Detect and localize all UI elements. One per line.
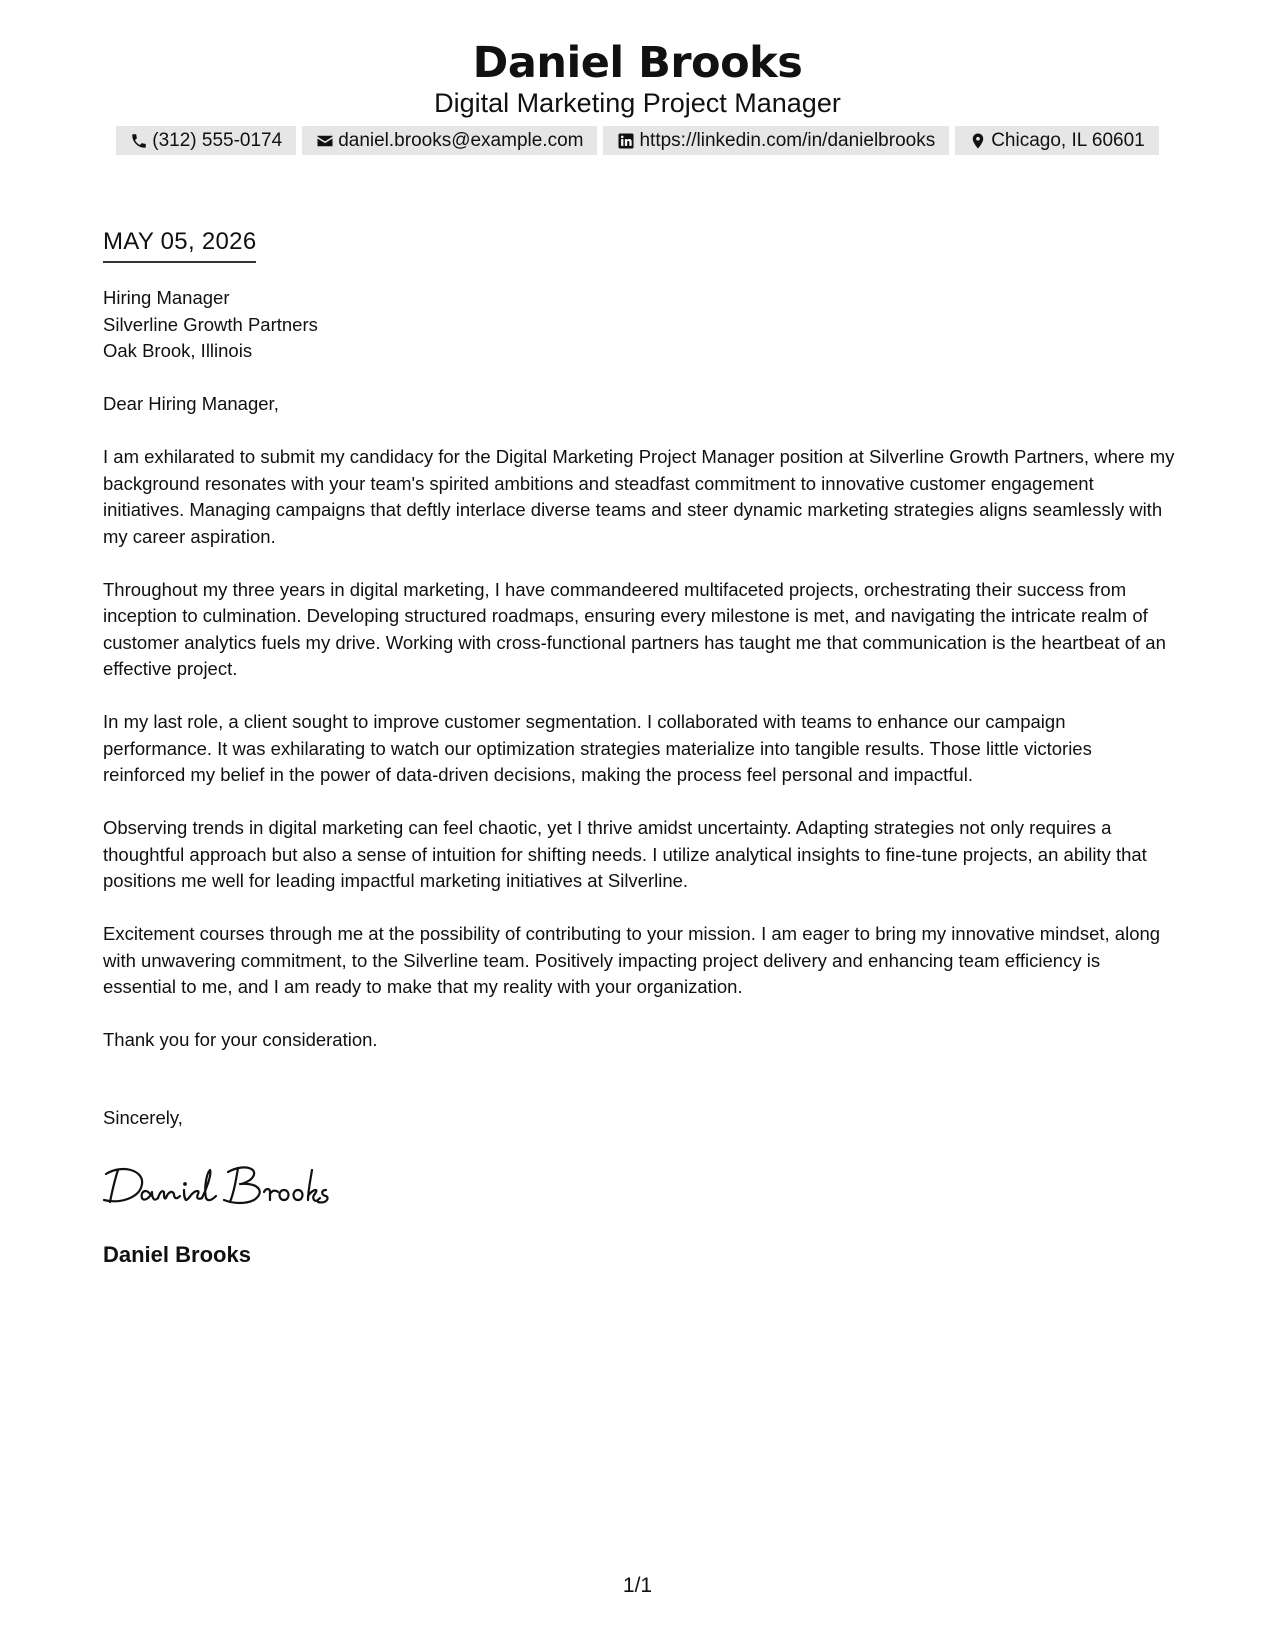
- phone-text: (312) 555-0174: [152, 130, 283, 151]
- signed-name: Daniel Brooks: [103, 1242, 251, 1267]
- closing: Sincerely,: [103, 1107, 183, 1128]
- letter-body: [103, 391, 1178, 1080]
- recipient-line: Oak Brook, Illinois: [103, 340, 253, 361]
- body-paragraph: In my last role, a client sought to improve customer segmentation. I collaborated with teams to enhance our campaign performance. It was exhilarating to watch our optimization strategies materialize into tangible results. Those little victories reinforced my belief in the power of data-driven decisions, making the process feel personal and impactful.: [103, 711, 1092, 785]
- contact-bar: [0, 126, 1275, 155]
- body-paragraph: Excitement courses through me at the possibility of contributing to your mission. I am eager to bring my innovative mindset, along with unwavering commitment, to the Silverline team. Positively impacting project delivery and enhancing team efficiency is essential to me, and I am ready to make that my reality with your organization.: [103, 923, 1161, 997]
- recipient-block: [103, 285, 318, 365]
- letter-date: MAY 05, 2026: [103, 225, 256, 263]
- recipient-line: Hiring Manager: [103, 287, 230, 308]
- contact-phone[interactable]: [116, 126, 296, 155]
- contact-email[interactable]: [302, 126, 597, 155]
- body-paragraph: Thank you for your consideration.: [103, 1029, 378, 1050]
- map-pin-icon: [969, 132, 987, 150]
- location-text: Chicago, IL 60601: [991, 130, 1145, 151]
- contact-location[interactable]: [955, 126, 1159, 155]
- linkedin-text: https://linkedin.com/in/danielbrooks: [639, 130, 936, 151]
- body-paragraph: I am exhilarated to submit my candidacy for the Digital Marketing Project Manager position at Silverline Growth Partners, where my background resonates with your team's spirited ambitions and steadfast commitment to innovative customer engagement initiatives. Managing campaigns that deftly interlace diverse teams and steer dynamic marketing strategies aligns seamlessly with my career aspiration.: [103, 446, 1175, 547]
- recipient-line: Silverline Growth Partners: [103, 313, 318, 335]
- body-paragraph: Throughout my three years in digital marketing, I have commandeered multifaceted projects, orchestrating their success from inception to culmination. Developing structured roadmaps, ensuring every milestone is met, and navigating the intricate realm of customer analytics fuels my drive. Working with cross-functional partners has taught me that communication is the heartbeat of an effective project.: [103, 578, 1166, 679]
- applicant-job-title: Digital Marketing Project Manager: [434, 88, 841, 118]
- body-paragraph: Observing trends in digital marketing can feel chaotic, yet I thrive amidst uncertainty. Adapting strategies not only requires a thoughtful approach but also a sense of intuition for shifting needs. I utilize analytical insights to fine-tune projects, an ability that positions me well for leading impactful marketing initiatives at Silverline.: [103, 817, 1147, 891]
- linkedin-icon: [617, 132, 635, 150]
- envelope-icon: [316, 132, 334, 150]
- handwritten-signature: [100, 1160, 330, 1210]
- applicant-name: Daniel Brooks: [472, 38, 803, 88]
- email-text: daniel.brooks@example.com: [338, 130, 584, 151]
- page-number: 1/1: [622, 1574, 653, 1597]
- contact-linkedin[interactable]: [603, 126, 949, 155]
- phone-icon: [130, 132, 148, 150]
- salutation: Dear Hiring Manager,: [103, 393, 279, 414]
